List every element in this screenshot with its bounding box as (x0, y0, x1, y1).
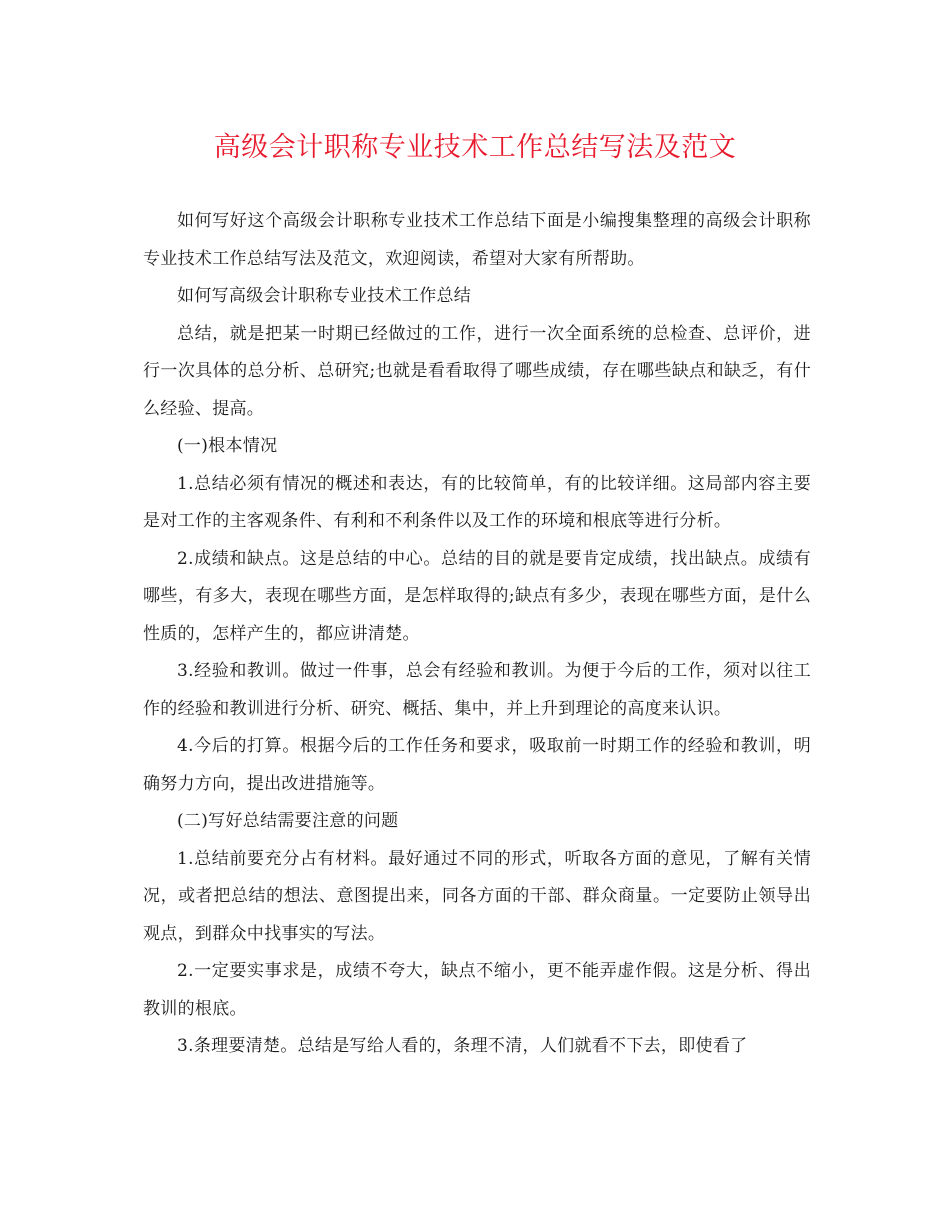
paragraph-item-3: 3.经验和教训。做过一件事，总会有经验和教训。为便于今后的工作，须对以往工作的经验和教训进行分析、研究、概括、集中，并上升到理论的高度来认识。 (143, 661, 811, 719)
paragraph-definition: 总结，就是把某一时期已经做过的工作，进行一次全面系统的总检查、总评价，进行一次具体的总分析、总研究;也就是看看取得了哪些成绩，存在哪些缺点和缺乏，有什么经验、提高。 (143, 323, 811, 419)
section-heading-notes: (二)写好总结需要注意的问题 (177, 811, 399, 831)
paragraph-item-1: 1.总结必须有情况的概述和表达，有的比较简单，有的比较详细。这局部内容主要是对工作的主客观条件、有利和不利条件以及工作的环境和根底等进行分析。 (143, 473, 811, 531)
paragraph-note-3: 3.条理要清楚。总结是写给人看的，条理不清，人们就看不下去，即使看了 (177, 1036, 748, 1056)
paragraph-note-2: 2.一定要实事求是，成绩不夸大，缺点不缩小，更不能弄虚作假。这是分析、得出教训的根底。 (143, 961, 811, 1019)
document-body (143, 203, 811, 1066)
section-heading-basic-situation: (一)根本情况 (177, 436, 278, 456)
paragraph-note-1: 1.总结前要充分占有材料。最好通过不同的形式，听取各方面的意见，了解有关情况，或者把总结的想法、意图提出来，同各方面的干部、群众商量。一定要防止领导出观点，到群众中找事实的写法。 (143, 848, 811, 944)
paragraph-intro: 如何写好这个高级会计职称专业技术工作总结下面是小编搜集整理的高级会计职称专业技术工作总结写法及范文，欢迎阅读，希望对大家有所帮助。 (143, 211, 811, 269)
paragraph-item-4: 4.今后的打算。根据今后的工作任务和要求，吸取前一时期工作的经验和教训，明确努力方向，提出改进措施等。 (143, 736, 811, 794)
paragraph-item-2: 2.成绩和缺点。这是总结的中心。总结的目的就是要肯定成绩，找出缺点。成绩有哪些，有多大，表现在哪些方面，是怎样取得的;缺点有多少，表现在哪些方面，是什么性质的，怎样产生的，都应讲清楚。 (143, 548, 811, 644)
document-title: 高级会计职称专业技术工作总结写法及范文 (213, 132, 737, 163)
paragraph-heading-how-to-write: 如何写高级会计职称专业技术工作总结 (177, 286, 472, 306)
